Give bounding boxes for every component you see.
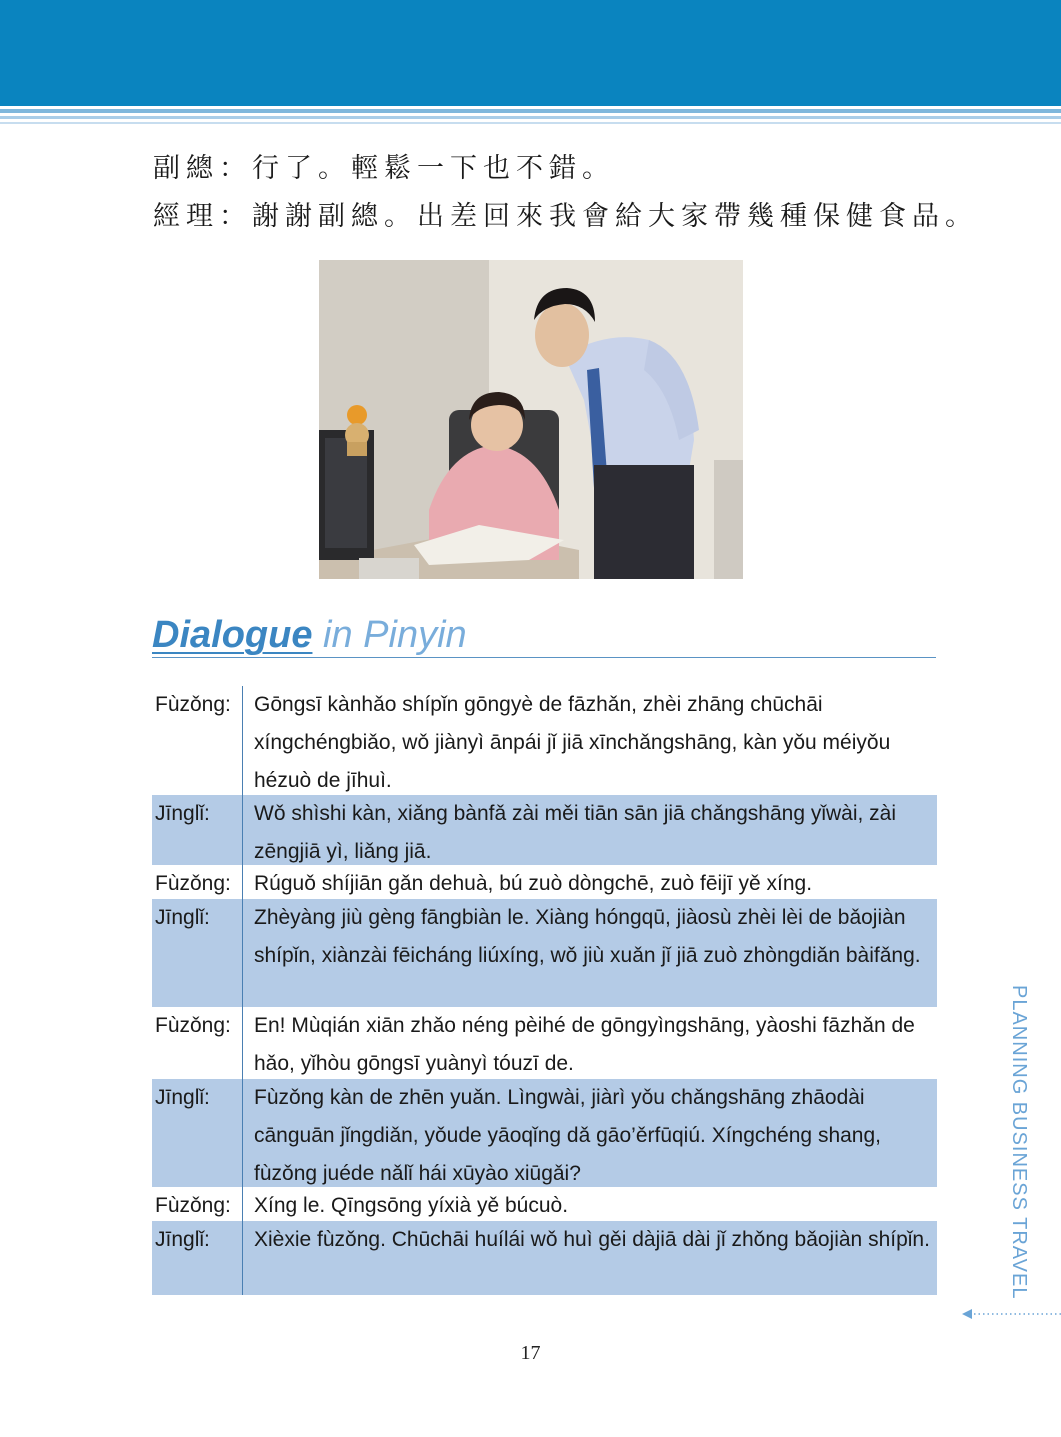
dialogue-row bbox=[152, 1221, 937, 1295]
dialogue-text: Wǒ shìshi kàn, xiǎng bànfǎ zài měi tiān sān jiā chǎngshāng yǐwài, zài zēngjiā yì, liǎng jiā. bbox=[254, 802, 897, 863]
dialogue-text: Xièxie fùzǒng. Chūchāi huílái wǒ huì gěi dàjiā dài jǐ zhǒng bǎojiàn shípǐn. bbox=[254, 1228, 930, 1251]
dialogue-text: Zhèyàng jiù gèng fāngbiàn le. Xiàng hóngqū, jiàosù zhèi lèi de bǎojiàn shípǐn, xiànzài fēicháng liúxíng, wǒ jiù xuǎn jǐ jiā zuò zhòngdiǎn bàifǎng. bbox=[254, 906, 921, 967]
speaker-label: Jīnglǐ: bbox=[152, 1079, 243, 1187]
speaker-label: Fùzǒng: bbox=[152, 865, 243, 899]
dialogue-text: Gōngsī kànhǎo shípǐn gōngyè de fāzhǎn, zhèi zhāng chūchāi xíngchéngbiǎo, wǒ jiànyì ānpái jǐ jiā xīnchǎngshāng, kàn yǒu méiyǒu hézuò de jīhuì. bbox=[254, 693, 891, 792]
office-photo bbox=[319, 260, 743, 579]
header-band bbox=[0, 0, 1061, 106]
arrow-left-icon bbox=[962, 1307, 1061, 1321]
dialogue-row bbox=[152, 865, 937, 899]
chinese-line-2: 經理：謝謝副總。出差回來我會給大家帶幾種保健食品。 bbox=[153, 201, 978, 232]
speaker-label: Fùzǒng: bbox=[152, 1007, 243, 1079]
section-heading bbox=[152, 614, 467, 657]
dialogue-row bbox=[152, 1007, 937, 1079]
speaker-label: Jīnglǐ: bbox=[152, 1221, 243, 1295]
speaker-label: Jīnglǐ: bbox=[152, 899, 243, 1007]
dialogue-row bbox=[152, 1079, 937, 1187]
page-number: 17 bbox=[520, 1342, 541, 1364]
dialogue-text: Fùzǒng kàn de zhēn yuǎn. Lìngwài, jiàrì yǒu chǎngshāng zhāodài cānguān jǐngdiǎn, yǒude yāoqǐng dǎ gāo’ěrfūqiú. Xíngchéng shang, fùzǒng juéde nǎlǐ hái xūyào xiūgǎi? bbox=[254, 1086, 881, 1185]
dialogue-row bbox=[152, 686, 937, 795]
dialogue-row bbox=[152, 899, 937, 1007]
heading-light: in Pinyin bbox=[312, 614, 467, 656]
header-stripe bbox=[0, 116, 1061, 119]
dialogue-text: Rúguǒ shíjiān gǎn dehuà, bú zuò dòngchē, zuò fēijī yě xíng. bbox=[254, 872, 813, 895]
chinese-line-1: 副總：行了。輕鬆一下也不錯。 bbox=[153, 153, 615, 184]
dialogue-row bbox=[152, 795, 937, 865]
dialogue-text: Xíng le. Qīngsōng yíxià yě búcuò. bbox=[254, 1194, 569, 1217]
speaker-label: Jīnglǐ: bbox=[152, 795, 243, 865]
heading-strong: Dialogue bbox=[152, 614, 313, 656]
speaker-label: Fùzǒng: bbox=[152, 1187, 243, 1221]
header-stripe bbox=[0, 109, 1061, 113]
dialogue-table bbox=[152, 686, 937, 1295]
speaker-label: Fùzǒng: bbox=[152, 686, 243, 795]
dialogue-text: En! Mùqián xiān zhǎo néng pèihé de gōngyìngshāng, yàoshi fāzhǎn de hǎo, yǐhòu gōngsī yuànyì tóuzī de. bbox=[254, 1014, 915, 1075]
heading-rule bbox=[152, 657, 936, 658]
side-chapter-label: PLANNING BUSINESS TRAVEL bbox=[1008, 985, 1030, 1300]
header-stripe bbox=[0, 122, 1061, 124]
dialogue-row bbox=[152, 1187, 937, 1221]
